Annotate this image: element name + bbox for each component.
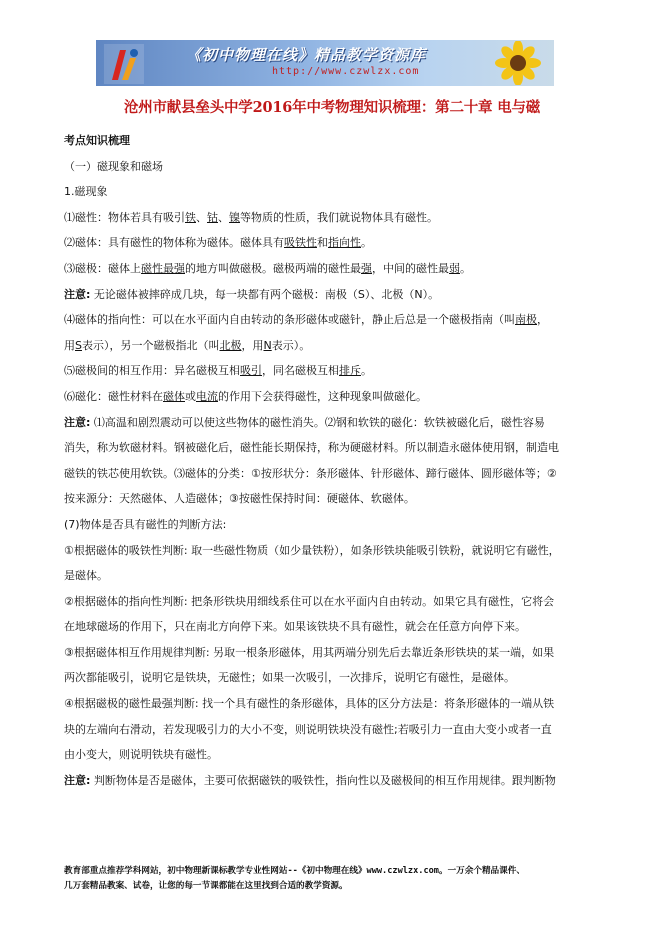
- sunflower-icon: [488, 41, 548, 85]
- paragraph-magnetism: ⑴磁性：物体若具有吸引铁、钴、镍等物质的性质，我们就说物体具有磁性。: [64, 210, 438, 224]
- paragraph-judgement-heading: (7)物体是否具有磁性的判断方法:: [64, 517, 227, 531]
- banner-url[interactable]: http://www.czwlzx.com: [272, 66, 420, 77]
- note-judgement: 注意: 判断物体是否是磁体，主要可依据磁铁的吸铁性，指向性以及磁极间的相互作用规律。跟判断物: [64, 773, 556, 787]
- document-body: [64, 128, 594, 793]
- method-4-line-1: ④根据磁极的磁性最强判断: 找一个具有磁性的条形磁体，具体的区分方法是：将条形磁体的一端从铁: [64, 697, 555, 711]
- method-1-line-1: ①根据磁体的吸铁性判断: 取一些磁性物质（如少量铁粉），如条形铁块能吸引铁粉，就说明它有磁性，: [64, 543, 560, 557]
- paragraph-interaction: ⑸磁极间的相互作用：异名磁极互相吸引，同名磁极互相排斥。: [64, 364, 372, 378]
- paragraph-poles: ⑶磁极：磁体上磁性最强的地方叫做磁极。磁极两端的磁性最强，中间的磁性最弱。: [64, 261, 471, 275]
- header-banner: [96, 40, 554, 86]
- footer-line-2: 几万套精品教案、试卷，让您的每一节课都能在这里找到合适的教学资源。: [64, 881, 348, 891]
- method-1-line-2: 是磁体。: [64, 569, 108, 583]
- method-4-line-3: 由小变大，则说明铁块有磁性。: [64, 748, 218, 762]
- paragraph-magnetization: ⑹磁化：磁性材料在磁体或电流的作用下会获得磁性，这种现象叫做磁化。: [64, 389, 427, 403]
- method-3-line-1: ③根据磁体相互作用规律判断: 另取一根条形磁体，用其两端分别先后去靠近条形铁块的某一端，如果: [64, 645, 555, 659]
- method-2-line-2: 在地球磁场的作用下，只在南北方向停下来。如果该铁块不具有磁性，就会在任意方向停下来。: [64, 620, 526, 634]
- method-3-line-2: 两次都能吸引，说明它是铁块，无磁性；如果一次吸引，一次排斥，说明它有磁性，是磁体。: [64, 671, 515, 685]
- document-title: 沧州市献县垒头中学2016年中考物理知识梳理：第二十章 电与磁: [123, 99, 541, 116]
- paragraph-magnet: ⑵磁体：具有磁性的物体称为磁体。磁体具有吸铁性和指向性。: [64, 236, 372, 250]
- footer-line-1: 教育部重点推荐学科网站，初中物理新课标教学专业性网站--《初中物理在线》www.czwlzx.com。一万余个精品课件、: [64, 866, 525, 876]
- method-4-line-2: 块的左端向右滑动，若发现吸引力的大小不变，则说明铁块没有磁性;若吸引力一直由大变小或者一直: [64, 722, 552, 736]
- paragraph-direction-2: 用S表示），另一个磁极指北（叫北极，用N表示）。: [64, 338, 311, 352]
- paragraph-direction-1: ⑷磁体的指向性：可以在水平面内自由转动的条形磁体或磁针，静止后总是一个磁极指南（叫南极，: [64, 313, 548, 327]
- method-2-line-1: ②根据磁体的指向性判断: 把条形铁块用细线系住可以在水平面内自由转动。如果它具有磁性，它将会: [64, 594, 555, 608]
- subsection-heading: （一）磁现象和磁场: [64, 159, 163, 173]
- page-footer: [64, 864, 604, 894]
- note-magnetization-1: 注意: ⑴高温和剧烈震动可以使这些物体的磁性消失。⑵钢和软铁的磁化：软铁被磁化后，磁性容易: [64, 415, 545, 429]
- note-magnetization-4: 按来源分：天然磁体、人造磁体；③按磁性保持时间：硬磁体、软磁体。: [64, 492, 415, 506]
- note-magnetization-3: 磁铁的铁芯使用软铁。⑶磁体的分类：①按形状分：条形磁体、针形磁体、蹄行磁体、圆形磁体等；②: [64, 466, 557, 480]
- publisher-logo-icon: [104, 44, 144, 84]
- note-magnetization-2: 消失，称为软磁材料。钢被磁化后，磁性能长期保持，称为硬磁材料。所以制造永磁体使用钢，制造电: [64, 441, 559, 455]
- section-heading: 考点知识梳理: [64, 134, 130, 147]
- banner-title: 《初中物理在线》精品教学资源库: [186, 46, 427, 64]
- note-poles: 注意: 无论磁体被摔碎成几块，每一块都有两个磁极：南极（S）、北极（N）。: [64, 287, 440, 301]
- item-heading: 1.磁现象: [64, 185, 108, 199]
